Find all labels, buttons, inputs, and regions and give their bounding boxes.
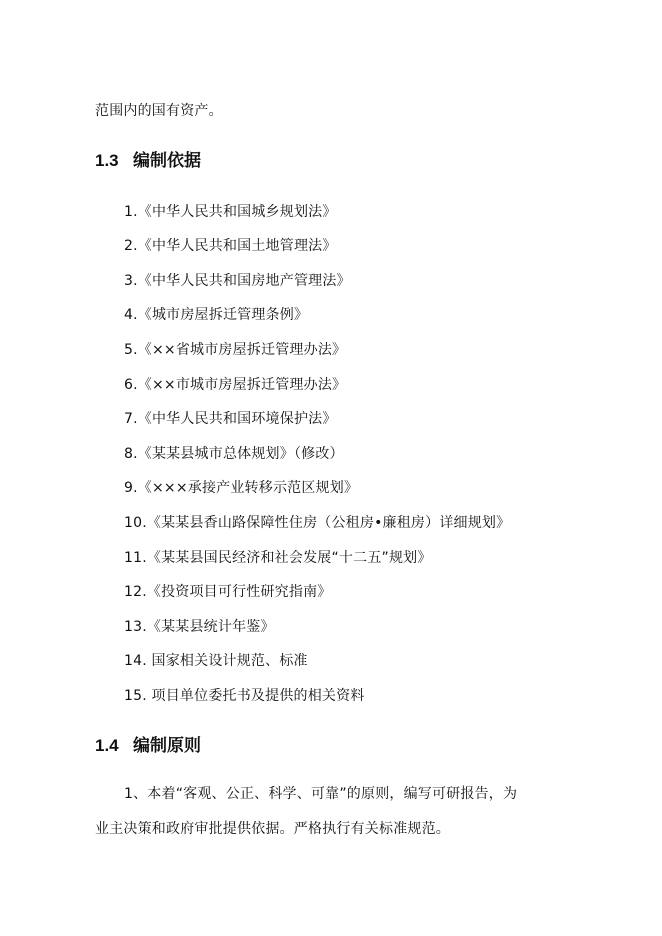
list-item: 14. 国家相关设计规范、标准	[124, 653, 308, 669]
paragraph-line-1: 1、本着“客观、公正、科学、可靠”的原则，编写可研报告，为	[124, 786, 518, 802]
list-item: 3.《中华人民共和国房地产管理法》	[124, 273, 351, 289]
section-title: 编制依据	[133, 151, 201, 170]
section-title: 编制原则	[133, 736, 201, 755]
section-heading-1-4	[95, 736, 201, 756]
list-item: 15. 项目单位委托书及提供的相关资料	[124, 688, 365, 704]
list-item: 4.《城市房屋拆迁管理条例》	[124, 307, 309, 323]
paragraph-line-2: 业主决策和政府审批提供依据。严格执行有关标准规范。	[95, 821, 450, 837]
section-number: 1.4	[95, 736, 119, 755]
list-item: 2.《中华人民共和国土地管理法》	[124, 238, 337, 254]
list-item: 10.《某某县香山路保障性住房（公租房•廉租房）详细规划》	[124, 515, 511, 531]
section-number: 1.3	[95, 151, 119, 170]
list-item: 6.《××市城市房屋拆迁管理办法》	[124, 377, 347, 393]
list-item: 11.《某某县国民经济和社会发展“十二五”规划》	[124, 550, 432, 566]
list-item: 12.《投资项目可行性研究指南》	[124, 584, 332, 600]
section-heading-1-3	[95, 151, 201, 171]
list-item: 8.《某某县城市总体规划》（修改）	[124, 446, 344, 462]
list-item: 13.《某某县统计年鉴》	[124, 619, 275, 635]
intro-text: 范围内的国有资产。	[95, 103, 223, 119]
list-item: 7.《中华人民共和国环境保护法》	[124, 411, 337, 427]
list-item: 5.《××省城市房屋拆迁管理办法》	[124, 342, 347, 358]
list-item: 9.《×××承接产业转移示范区规划》	[124, 480, 359, 496]
list-item: 1.《中华人民共和国城乡规划法》	[124, 204, 337, 220]
